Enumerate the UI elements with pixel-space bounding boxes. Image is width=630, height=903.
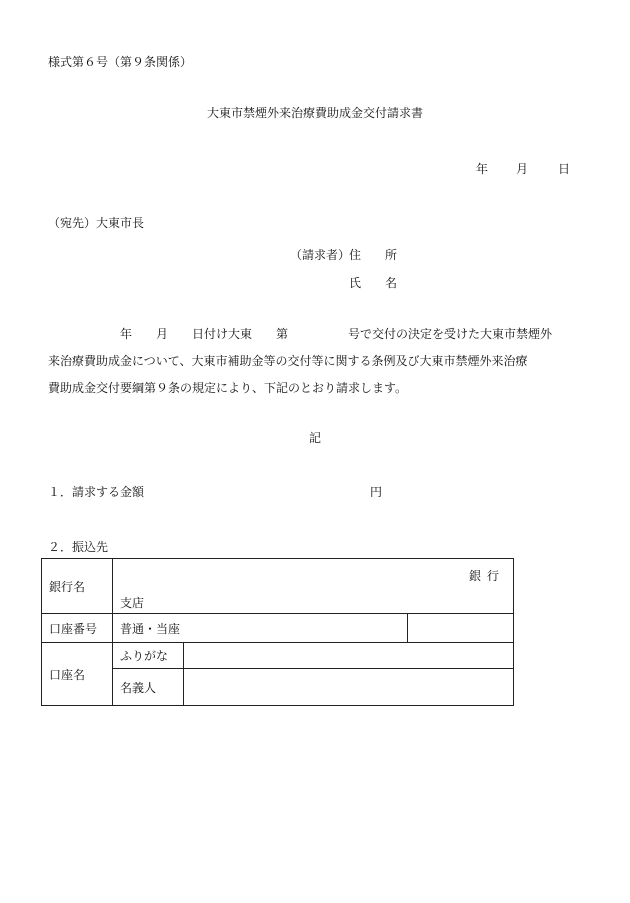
body-line: 年 月 日付け大東 第 号で交付の決定を受けた大東市禁煙外 <box>48 327 553 341</box>
date-line <box>476 162 570 176</box>
ki-heading: 記 <box>308 431 321 445</box>
item1-unit: 円 <box>370 485 383 499</box>
item2-label: ２．振込先 <box>48 540 109 554</box>
requester-address-label: 住 所 <box>349 248 398 262</box>
bank-suffix: 銀行 <box>468 569 505 583</box>
addressee: （宛先）大東市長 <box>48 216 145 230</box>
bank-transfer-table <box>41 558 514 706</box>
date-day: 日 <box>558 162 571 176</box>
document-title: 大東市禁煙外来治療費助成金交付請求書 <box>206 106 423 120</box>
account-name-label: 口座名 <box>42 643 113 706</box>
form-number: 様式第６号（第９条関係） <box>48 55 193 69</box>
body-line: 来治療費助成金について、大東市補助金等の交付等に関する条例及び大東市禁煙外来治療 <box>48 354 528 368</box>
item1-label: １．請求する金額 <box>48 485 145 499</box>
date-year: 年 <box>476 162 489 176</box>
requester-name-label: 氏 名 <box>349 276 398 290</box>
bank-name-field[interactable] <box>113 559 514 614</box>
date-month: 月 <box>516 162 529 176</box>
account-number-label: 口座番号 <box>42 614 113 643</box>
branch-suffix: 支店 <box>120 596 145 610</box>
body-paragraph <box>48 321 586 402</box>
account-type[interactable]: 普通・当座 <box>113 614 408 643</box>
holder-label: 名義人 <box>113 669 184 706</box>
furigana-label: ふりがな <box>113 643 184 669</box>
account-number-field[interactable] <box>408 614 514 643</box>
requester-label: （請求者） <box>290 248 351 262</box>
body-line: 費助成金交付要綱第９条の規定により、下記のとおり請求します。 <box>48 381 408 395</box>
holder-field[interactable] <box>184 669 514 706</box>
furigana-field[interactable] <box>184 643 514 669</box>
bank-name-label: 銀行名 <box>42 559 113 614</box>
